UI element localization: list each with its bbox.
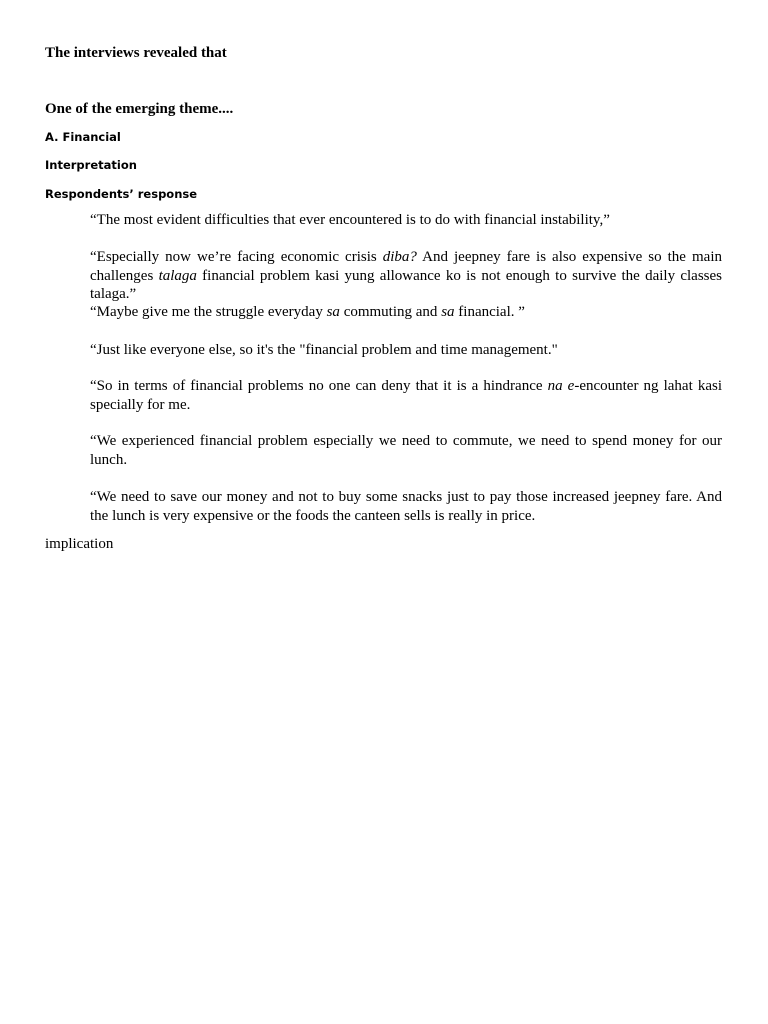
heading-intro: The interviews revealed that [45,45,227,61]
quote-3-text-2: commuting and [339,304,442,320]
quote-2-italic-1: diba? [382,249,417,265]
quote-5-italic-1: na e [547,378,575,394]
quote-5 [90,377,722,414]
heading-theme: One of the emerging theme.... [45,101,234,117]
quote-1: “The most evident difficulties that ever encountered is to do with financial instability,” [90,212,610,228]
quote-3-italic-2: sa [441,304,455,320]
quote-5-text-1: “So in terms of financial problems no one can deny that it is a hindrance [90,378,548,394]
quote-3 [90,303,722,322]
quote-6: “We experienced financial problem especially we need to commute, we need to spend money for our lunch. [90,433,722,468]
quote-2-text-1: “Especially now we’re facing economic crisis [90,249,383,265]
responses-label: Respondents’ response [45,187,198,201]
quote-5-text-2: -encounter ng lahat kasi specially for me. [90,378,722,413]
quote-4: “Just like everyone else, so it's the "financial problem and time management." [90,342,558,358]
section-label-financial: A. Financial [45,130,121,144]
implication-label: implication [45,536,114,552]
quote-7: “We need to save our money and not to buy some snacks just to pay those increased jeepney fare. And the lunch is very expensive or the foods the canteen sells is really in price. [90,489,722,524]
quote-3-italic-1: sa [326,304,340,320]
interpretation-label: Interpretation [45,158,137,172]
quote-2-text-3: financial problem kasi yung allowance ko is not enough to survive the daily classes talaga.” [90,267,722,302]
quote-2 [90,248,722,304]
quote-3-text-3: financial. ” [454,304,525,320]
quote-2-text-2: And jeepney fare is also expensive so the main challenges [90,249,722,284]
quote-3-text-1: “Maybe give me the struggle everyday [90,304,327,320]
quote-2-italic-2: talaga [158,267,197,284]
